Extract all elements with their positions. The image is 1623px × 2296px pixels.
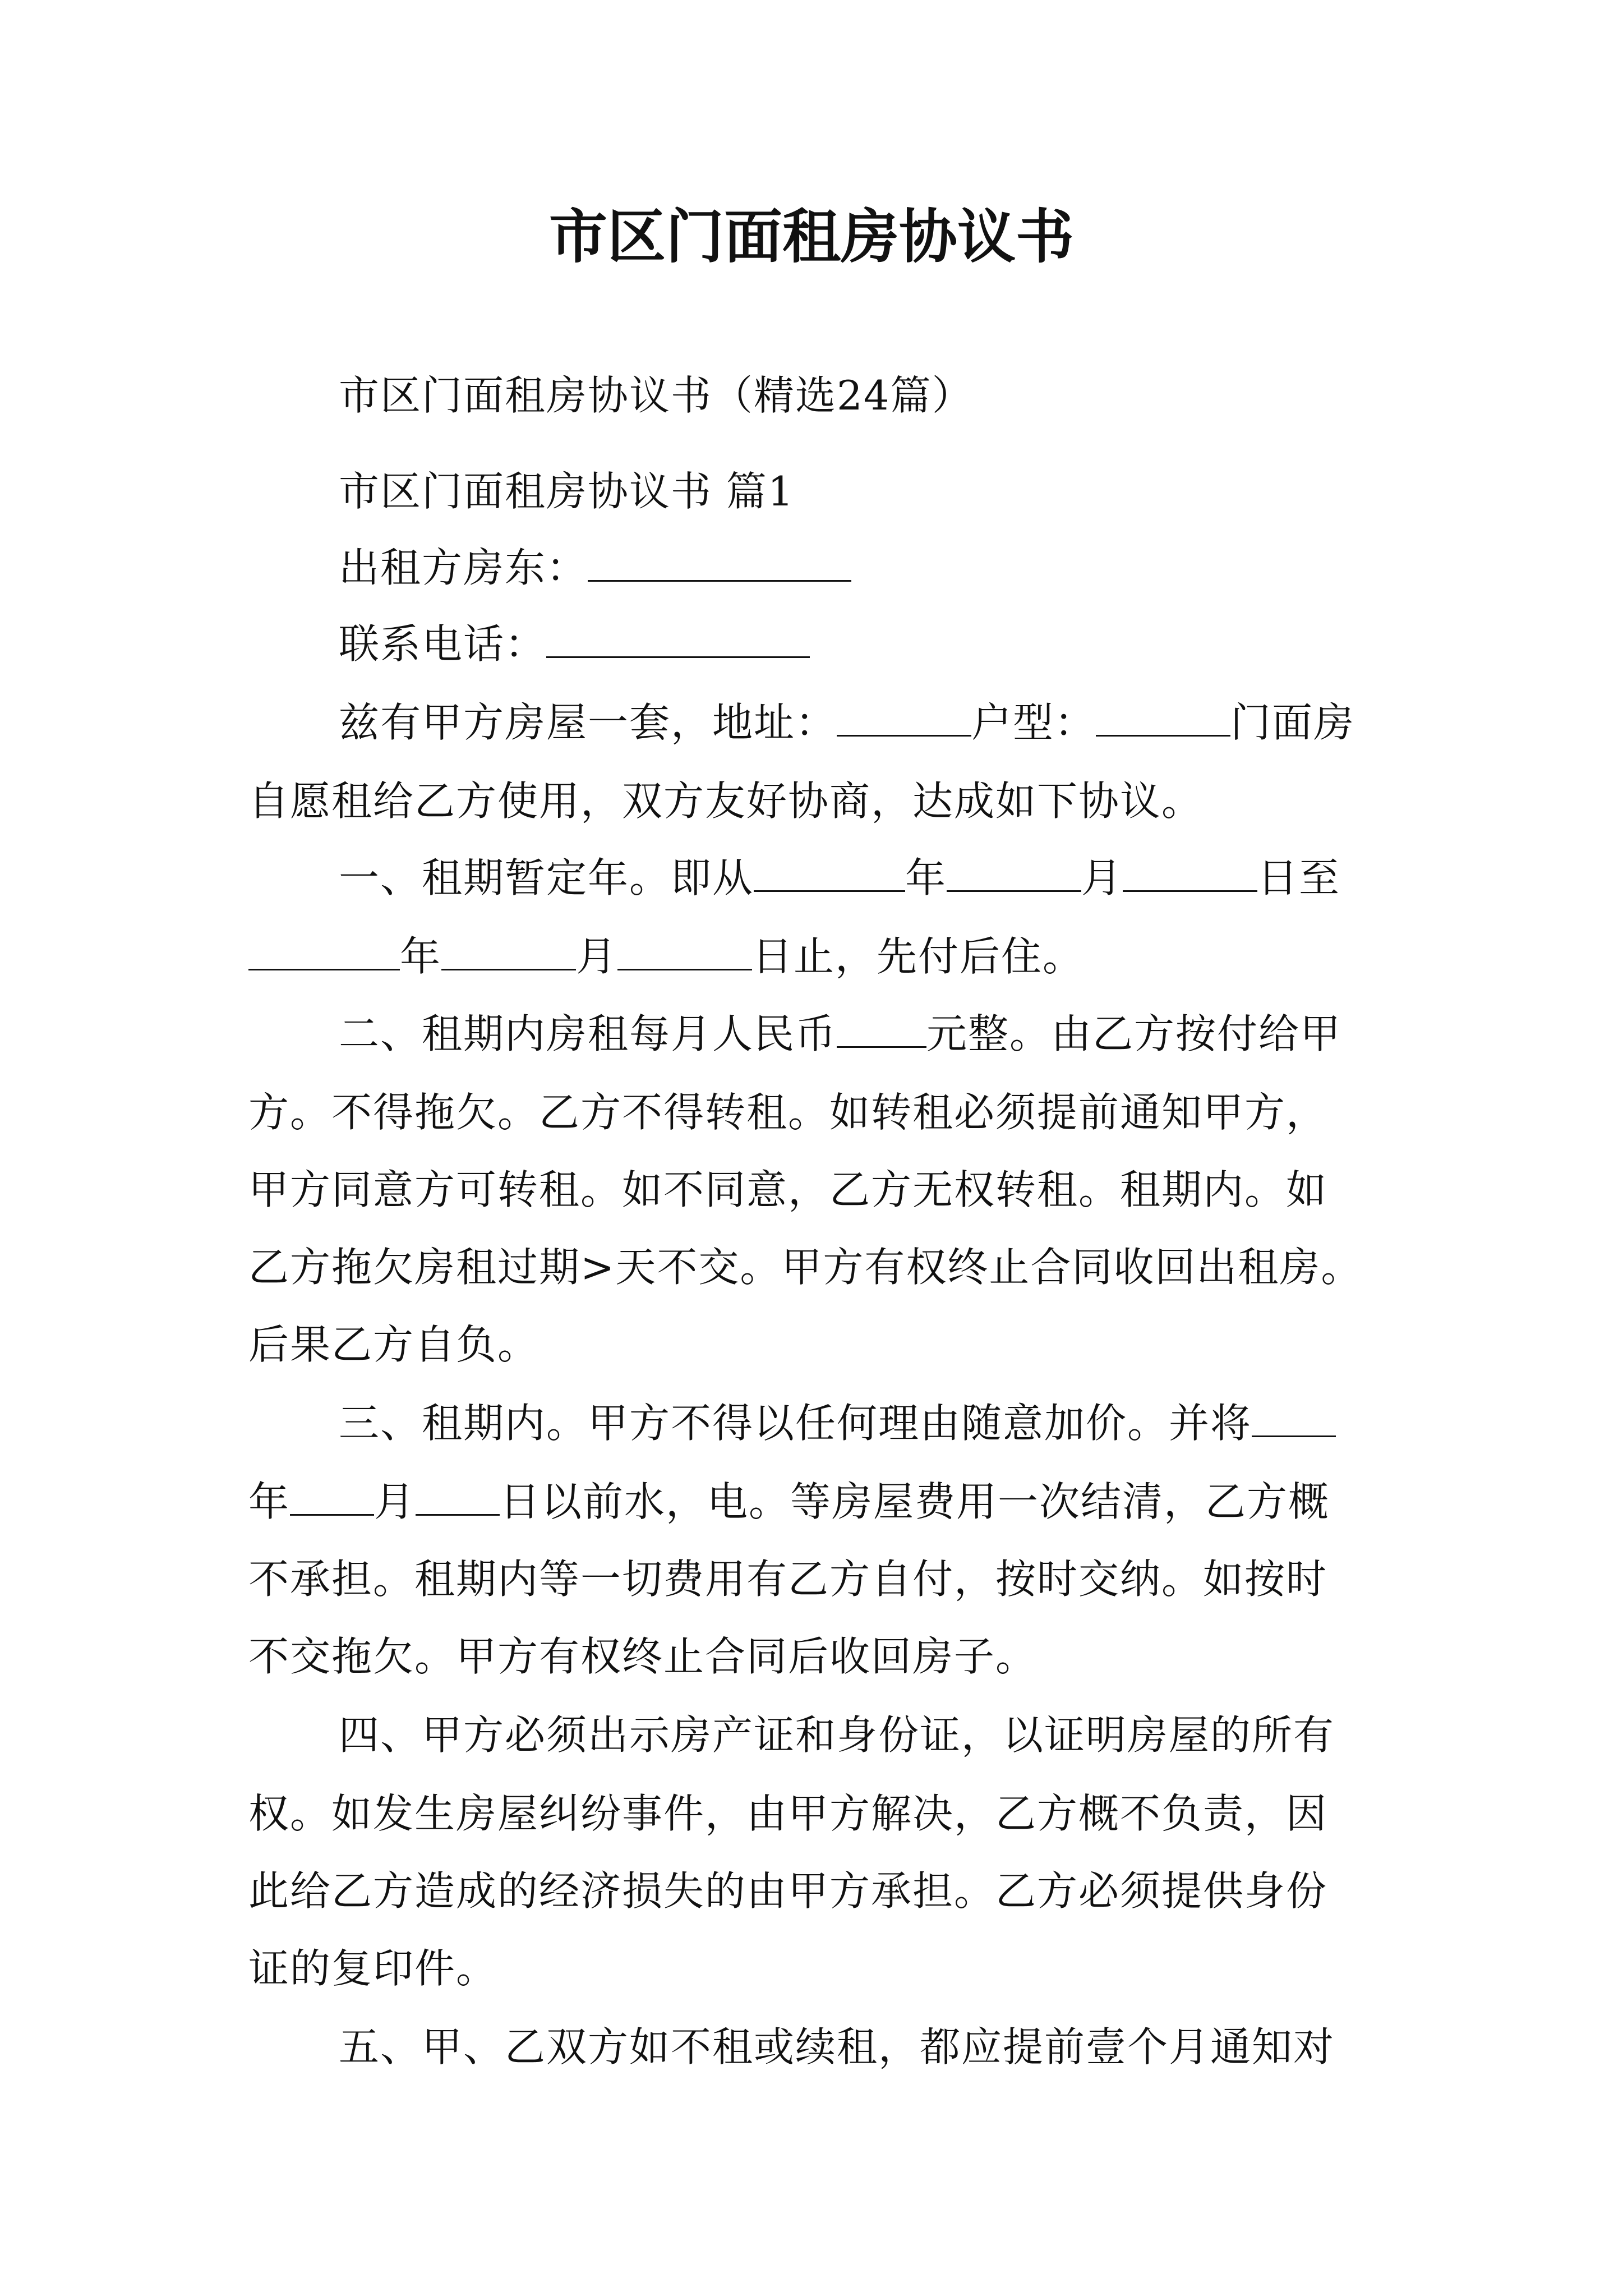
- clause5-line-1: 五、甲、乙双方如不租或续租，都应提前壹个月通知对: [339, 2023, 1335, 2070]
- intro-text-a: 兹有甲方房屋一套，地址：: [339, 699, 837, 746]
- settle-day-blank: [416, 1475, 500, 1516]
- intro-text-b: 户型：: [971, 699, 1096, 746]
- start-day-blank: [1123, 851, 1257, 892]
- clause3-text-a: 三、租期内。甲方不得以任何理由随意加价。并将: [339, 1400, 1252, 1447]
- clause2-line-2: 方。不得拖欠。乙方不得转租。如转租必须提前通知甲方，: [248, 1089, 1328, 1136]
- document-title: 市区门面租房协议书: [548, 202, 1074, 271]
- clause3-text-b: 日以前水，电。等房屋费用一次结清，乙方概: [500, 1478, 1330, 1525]
- address-blank: [837, 696, 971, 737]
- clause1-year: 年: [905, 854, 947, 901]
- clause1-day-end: 日止，先付后住。: [752, 933, 1085, 980]
- landlord-line: [339, 540, 851, 596]
- document-subtitle: 市区门面租房协议书（精选24篇）: [339, 372, 974, 419]
- layout-blank: [1096, 696, 1230, 737]
- end-day-blank: [617, 930, 752, 970]
- clause2-text-a: 二、租期内房租每月人民币: [339, 1010, 837, 1057]
- landlord-label: 出租方房东：: [339, 544, 588, 591]
- clause3-month: 月: [374, 1478, 416, 1525]
- clause1-end-month: 月: [576, 933, 618, 980]
- clause4-line-4: 证的复印件。: [248, 1945, 498, 1992]
- clause2-text-b: 元整。由乙方按付给甲: [926, 1010, 1342, 1057]
- start-year-blank: [754, 851, 905, 892]
- clause3-year: 年: [248, 1478, 291, 1525]
- clause1-month: 月: [1081, 854, 1123, 901]
- clause3-line-1: [339, 1395, 1336, 1451]
- section-heading: 市区门面租房协议书 篇1: [339, 468, 795, 515]
- intro-line-1: [339, 694, 1355, 751]
- intro-text-c: 门面房: [1230, 699, 1355, 746]
- end-month-blank: [441, 930, 576, 970]
- clause2-line-4: 乙方拖欠房租过期>天不交。甲方有权终止合同收回出租房。: [248, 1244, 1363, 1291]
- phone-line: [339, 616, 810, 672]
- clause2-line-3: 甲方同意方可转租。如不同意，乙方无权转租。租期内。如: [248, 1166, 1328, 1213]
- landlord-blank: [588, 541, 851, 582]
- start-month-blank: [947, 851, 1081, 892]
- clause1-line-2: [248, 928, 1084, 984]
- clause4-line-3: 此给乙方造成的经济损失的由甲方承担。乙方必须提供身份: [248, 1867, 1328, 1915]
- phone-label: 联系电话：: [339, 620, 547, 668]
- clause3-line-4: 不交拖欠。甲方有权终止合同后收回房子。: [248, 1633, 1038, 1680]
- clause4-line-1: 四、甲方必须出示房产证和身份证，以证明房屋的所有: [339, 1711, 1335, 1759]
- clause3-line-2: [248, 1474, 1330, 1530]
- intro-line-2: 自愿租给乙方使用，双方友好协商，达成如下协议。: [248, 777, 1204, 825]
- settle-year-blank: [1252, 1396, 1336, 1437]
- settle-month-blank: [290, 1475, 374, 1516]
- end-year-blank: [248, 930, 400, 970]
- clause3-line-3: 不承担。租期内等一切费用有乙方自付，按时交纳。如按时: [248, 1556, 1328, 1603]
- rent-amount-blank: [837, 1007, 926, 1048]
- clause2-line-5: 后果乙方自负。: [248, 1321, 540, 1368]
- clause1-text-a: 一、租期暂定年。即从: [339, 854, 754, 901]
- clause4-line-2: 权。如发生房屋纠纷事件，由甲方解决，乙方概不负责，因: [248, 1790, 1328, 1837]
- clause1-line-1: [339, 850, 1340, 906]
- clause1-end-year: 年: [400, 933, 442, 980]
- clause2-line-1: [339, 1006, 1341, 1062]
- phone-blank: [546, 617, 810, 658]
- clause1-day-to: 日至: [1257, 854, 1341, 901]
